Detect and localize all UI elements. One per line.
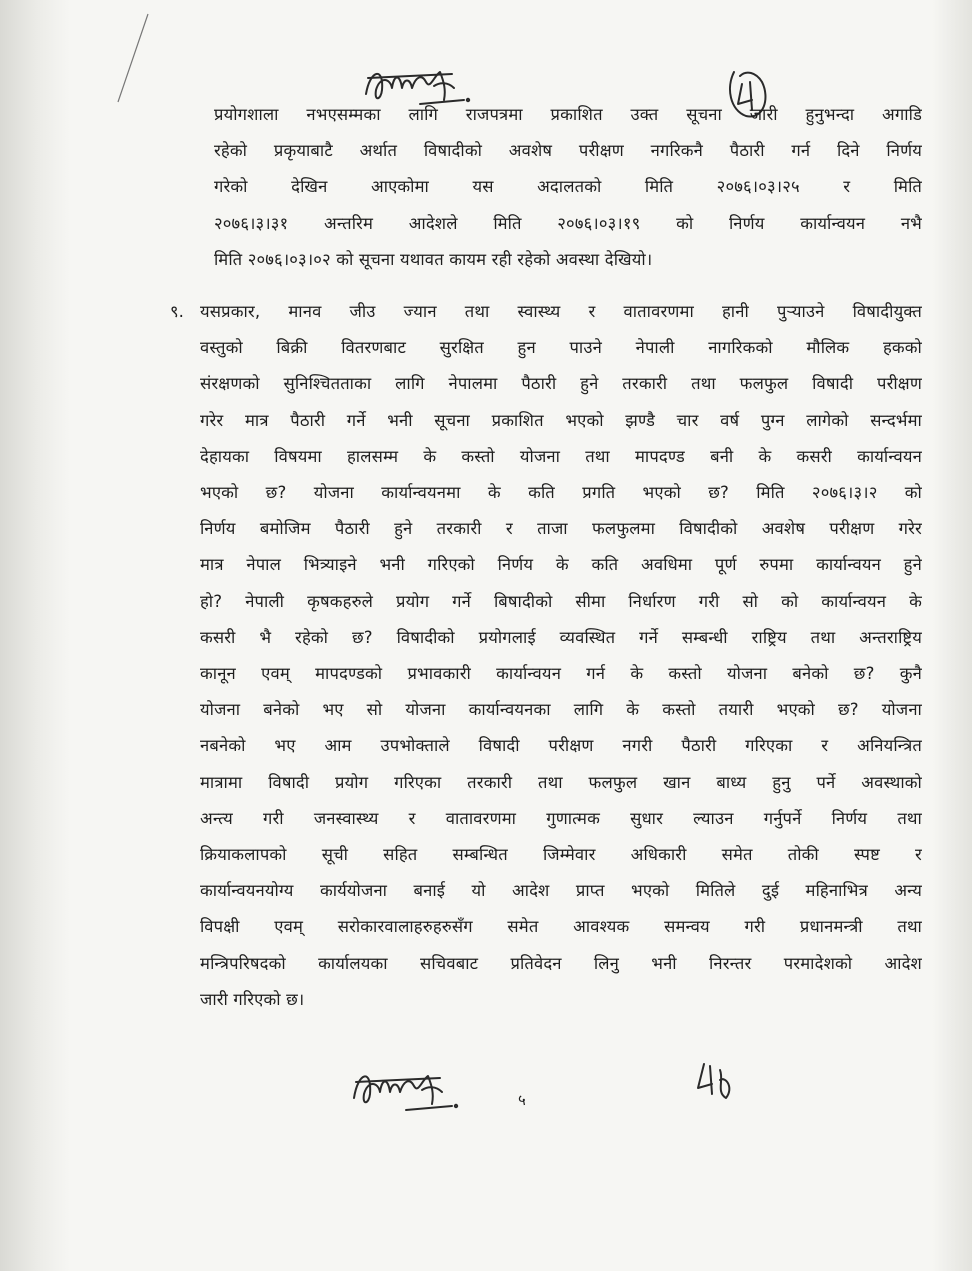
paragraph-nine xyxy=(200,294,922,1018)
top-text-block xyxy=(214,97,922,278)
margin-pencil-mark xyxy=(112,10,152,114)
text-line: प्रयोगशाला नभएसम्मका लागि राजपत्रमा प्रकाशित उक्त सूचना जारी हुनुभन्दा अगाडि xyxy=(214,105,922,124)
text-line: भएको छ? योजना कार्यान्वयनमा के कति प्रगति भएको छ? मिति २०७६।३।२ को xyxy=(200,483,922,503)
text-line: मन्त्रिपरिषदको कार्यालयका सचिवबाट प्रतिवेदन लिनु भनी निरन्तर परमादेशको आदेश xyxy=(200,953,922,973)
text-line: यसप्रकार, मानव जीउ ज्यान तथा स्वास्थ्य र वातावरणमा हानी पुऱ्याउने विषादीयुक्त xyxy=(200,302,922,321)
text-line: मात्रामा विषादी प्रयोग गरिएका तरकारी तथा फलफुल खान बाध्य हुनु पर्ने अवस्थाको xyxy=(200,772,922,792)
text-line: गरेर मात्र पैठारी गर्ने भनी सूचना प्रकाशित भएको झण्डै चार वर्ष पुग्न लागेको सन्दर्भमा xyxy=(200,410,922,430)
text-line: मात्र नेपाल भित्र्याइने भनी गरिएको निर्णय के कति अवधिमा पूर्ण रुपमा कार्यान्वयन हुने xyxy=(200,555,922,575)
text-line: २०७६।३।३१ अन्तरिम आदेशले मिति २०७६।०३।१९ को निर्णय कार्यान्वयन नभै xyxy=(214,213,922,233)
text-line: निर्णय बमोजिम पैठारी हुने तरकारी र ताजा फलफुलमा विषादीको अवशेष परीक्षण गरेर xyxy=(200,519,922,539)
text-line: क्रियाकलापको सूची सहित सम्बन्धित जिम्मेवार अधिकारी समेत तोकी स्पष्ट र xyxy=(200,845,922,865)
text-line: रहेको प्रकृयाबाटै अर्थात विषादीको अवशेष परीक्षण नगरिकनै पैठारी गर्न दिने निर्णय xyxy=(214,141,922,161)
text-line: मिति २०७६।०३।०२ को सूचना यथावत कायम रही रहेको अवस्था देखियो। xyxy=(214,249,653,269)
text-line: वस्तुको बिक्री वितरणबाट सुरक्षित हुन पाउने नेपाली नागरिकको मौलिक हकको xyxy=(200,338,922,358)
text-line: कार्यान्वयनयोग्य कार्ययोजना बनाई यो आदेश प्राप्त भएको मितिले दुई महिनाभित्र अन्य xyxy=(200,881,922,901)
text-line: देहायका विषयमा हालसम्म के कस्तो योजना तथा मापदण्ड बनी के कसरी कार्यान्वयन xyxy=(200,446,922,466)
text-line: हो? नेपाली कृषकहरुले प्रयोग गर्ने बिषादीको सीमा निर्धारण गरी सो को कार्यान्वयन के xyxy=(200,591,922,611)
page-number: ५ xyxy=(518,1091,526,1109)
text-line: कसरी भै रहेको छ? विषादीको प्रयोगलाई व्यवस्थित गर्ने सम्बन्धी राष्ट्रिय तथा अन्तराष्ट्रिय xyxy=(200,627,922,647)
text-line: योजना बनेको भए सो योजना कार्यान्वयनका लागि के कस्तो तयारी भएको छ? योजना xyxy=(200,700,922,720)
text-line: नबनेको भए आम उपभोक्ताले विषादी परीक्षण नगरी पैठारी गरिएका र अनियन्त्रित xyxy=(200,736,922,756)
initials-bottom-right xyxy=(690,1058,740,1108)
paragraph-number: ९. xyxy=(170,302,184,321)
text-line: कानून एवम् मापदण्डको प्रभावकारी कार्यान्वयन गर्न के कस्तो योजना बनेको छ? कुनै xyxy=(200,664,922,684)
text-line: विपक्षी एवम् सरोकारवालाहरुहरुसँग समेत आवश्यक समन्वय गरी प्रधानमन्त्री तथा xyxy=(200,917,922,937)
signature-bottom xyxy=(348,1060,468,1118)
text-line: जारी गरिएको छ। xyxy=(200,989,305,1009)
text-line: संरक्षणको सुनिश्चितताका लागि नेपालमा पैठारी हुने तरकारी तथा फलफुल विषादी परीक्षण xyxy=(200,374,922,394)
text-line: अन्त्य गरी जनस्वास्थ्य र वातावरणमा गुणात्मक सुधार ल्याउन गर्नुपर्ने निर्णय तथा xyxy=(200,808,922,828)
text-line: गरेको देखिन आएकोमा यस अदालतको मिति २०७६।०३।२५ र मिति xyxy=(214,177,922,197)
